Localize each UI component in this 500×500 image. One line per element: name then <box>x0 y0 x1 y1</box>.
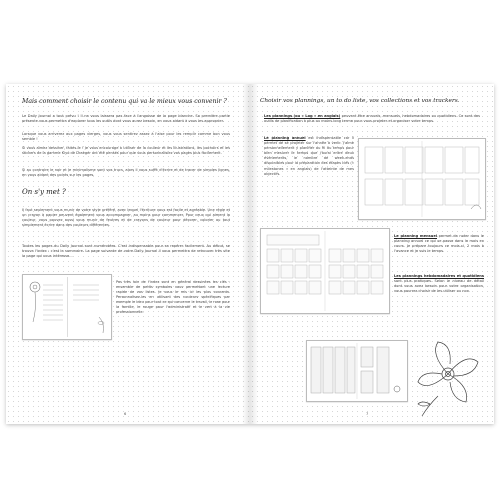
left-paragraph-6: Toutes les pages du Daily Journal sont numérotées. C'est indispensable pour se repérer facilement. Au début, se trouve l'index : c'est le sommaire. La page suivante de votre Daily Journal il vous permettra de retrouver très vite la page qui vous intéresse... <box>22 244 230 259</box>
left-paragraph-2: Lorsque vous arriverez aux pages vierges, vous vous sentirez assez à l'aise pour les remplir comme bon vous semble ! <box>22 132 230 142</box>
monthly-planning-text: permet de noter dans le planning annuel ce qui se passe dans le mois en cours. Je prépare toujours ce mois-ci, 2 mois à l'avance et je suis le temps. <box>394 234 485 254</box>
open-book <box>6 84 494 424</box>
monthly-planning-label: Le planning mensuel <box>394 234 437 238</box>
right-heading: Choisir vos plannings, un to do liste, vos collections et vos trackers. <box>260 98 460 104</box>
annual-grid <box>359 139 485 219</box>
plannings-text: peuvent être annuels, mensuels, hebdomadaires ou quotidiens. Ce sont des outils de planification à plus ou moins long terme pour vous projeter et organiser votre temps. <box>264 114 480 124</box>
left-paragraph-1: Le Daily Journal a tout prévu ! Il ne vous laissera pas face à l'angoisse de la page blanche. Sa première partie présente vous permettra d'explorer tous les outils dont vous aurez besoin, en vous aidant à vous les approprier. <box>22 114 230 124</box>
monthly-planner-thumbnail <box>260 228 390 314</box>
weekly-planner-thumbnail <box>306 340 408 402</box>
monthly-grid <box>261 229 389 313</box>
index-page-thumbnail <box>22 274 112 340</box>
flower-illustration-icon <box>25 277 67 337</box>
leaf-sprig-icon <box>69 277 109 337</box>
annual-planning-text: est indispensable car il permet de se projeter sur l'année à venir. J'aime personnellement y planifier au fil du temps pour bien mesurer le temps que j'aurai entre deux événements, le nombre de week-ends disponibles pour la préparation des étapes clés (« milestones » en anglais) de l'atteinte de mes objectifs. <box>264 136 354 176</box>
right-paragraph-3 <box>394 234 484 254</box>
left-paragraph-4: Si au contraire le noir et le minimalisme sont vos trucs, alors il vous suffit d'écrire et de tracer de simples lignes, en vous aidant des points sur les pages. <box>22 168 230 178</box>
left-subheading: On s'y met ? <box>22 188 66 196</box>
left-page-number: 6 <box>124 412 127 416</box>
right-page-number: 7 <box>366 412 369 416</box>
weekly-grid <box>307 341 407 401</box>
left-paragraph-7: Pas très loin de l'index sont en général dessinées les clés : ensemble de petits symboles vous permettant une lecture rapide de vos listes. Je vous le mis ici les plus courants. Personnalisez-les en utilisant des couleurs spécifiques par exemple le bleu pour tout ce qui concerne le travail, le rose pour la famille, le rouge pour l'administratif et le vert à la vie professionnelle. <box>116 280 230 314</box>
left-heading: Mais comment choisir le contenu qui va le mieux vous convenir ? <box>22 98 227 105</box>
weekly-planning-label: Les plannings hebdomadaires et quotidiens <box>394 274 484 278</box>
plannings-label: Les plannings (ou « Log » en anglais) <box>264 114 341 118</box>
right-paragraph-2 <box>264 136 354 177</box>
left-paragraph-3: Si vous aimez dessiner, faites-le ! Je vous encourage à utiliser de la couleur et les illustrations, les pochoirs et les stickers de la gamme Kiyo de Draeger ont été pensés pour que vous personnalisiez vos pages plus facilement. <box>22 146 230 156</box>
right-page <box>250 84 494 424</box>
weekly-planning-text: sont plus pratiques. Selon le niveau de détail dont vous avez besoin pour votre organisation, vous pourrez choisir de les utiliser ou non. <box>394 279 484 294</box>
flower-illustration-icon <box>408 334 488 418</box>
index-right-leaf <box>69 277 109 337</box>
book-gutter <box>242 84 258 424</box>
index-left-leaf <box>25 277 68 337</box>
annual-planning-label: Le planning annuel <box>264 136 306 140</box>
right-paragraph-1 <box>264 114 480 124</box>
left-page <box>6 84 251 424</box>
right-paragraph-4 <box>394 274 484 294</box>
annual-planner-thumbnail <box>358 138 486 220</box>
left-paragraph-5: Il faut seulement vous munir de votre style préféré, avec lequel l'écriture vous est facile et agréable. Une règle et un crayon à papier peuvent également vous accompagner, au moins pour commencer. Pour ceux qui aiment la couleur, vous pouvez aussi vous munir de feutres et de crayons de couleur pour décorer, colorier ou tout simplement écrire dans des couleurs différentes. <box>22 208 230 228</box>
